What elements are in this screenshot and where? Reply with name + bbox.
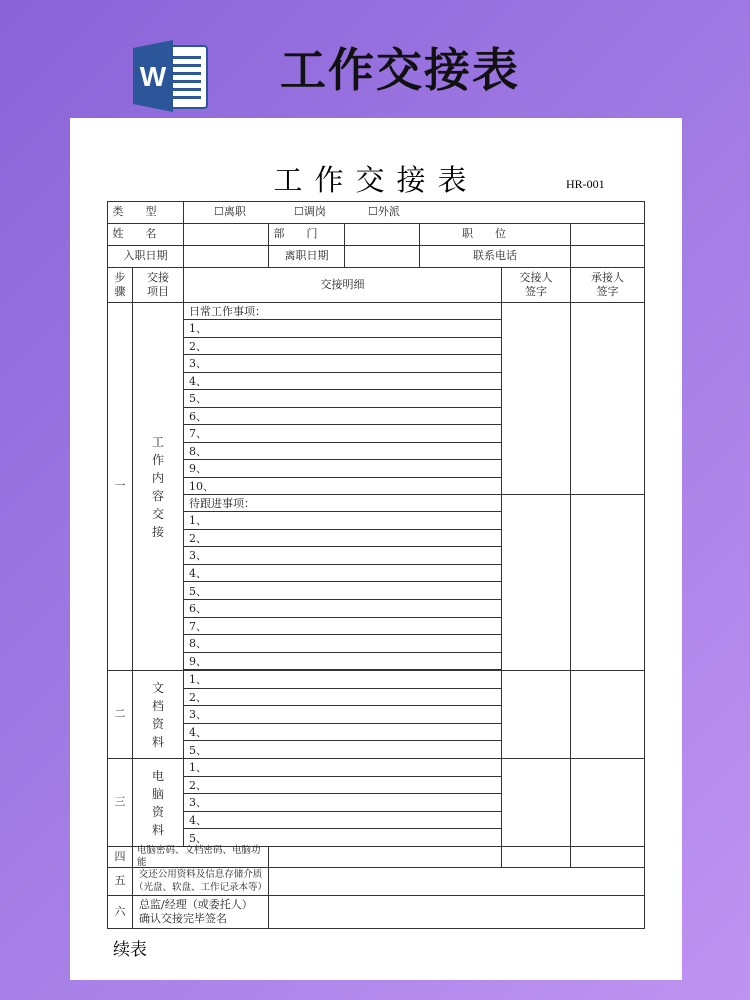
phone-value[interactable] (570, 245, 645, 268)
section-five-detail[interactable] (268, 867, 645, 896)
pc-line-2[interactable]: 2、 (183, 776, 502, 795)
daily-line-6[interactable]: 6、 (183, 407, 502, 426)
docs-receiver-sign[interactable] (570, 670, 645, 759)
pc-giver-sign[interactable] (501, 758, 571, 847)
position-label: 职位 (419, 223, 571, 246)
pc-line-5[interactable]: 5、 (183, 828, 502, 847)
section-two-num: 二 (107, 670, 133, 759)
daily-line-8[interactable]: 8、 (183, 442, 502, 461)
pending-line-2[interactable]: 2、 (183, 529, 502, 548)
svg-text:W: W (139, 61, 167, 92)
type-label: 类型 (107, 201, 184, 224)
docs-line-4[interactable]: 4、 (183, 723, 502, 742)
daily-line-1[interactable]: 1、 (183, 319, 502, 338)
section-three-num: 三 (107, 758, 133, 847)
option-transfer[interactable]: ☐调岗 (294, 205, 326, 219)
docs-giver-sign[interactable] (501, 670, 571, 759)
docs-line-5[interactable]: 5、 (183, 740, 502, 759)
section-five-item (132, 867, 269, 896)
docs-line-1[interactable]: 1、 (183, 670, 502, 689)
col-detail: 交接明细 (183, 267, 502, 303)
leave-date-label: 离职日期 (268, 245, 345, 268)
pending-line-1[interactable]: 1、 (183, 511, 502, 530)
pending-line-5[interactable]: 5、 (183, 581, 502, 600)
pending-title: 待跟进事项： (183, 494, 502, 512)
entry-date-value[interactable] (183, 245, 269, 268)
page-title: 工作交接表 (280, 43, 520, 97)
type-options (183, 201, 645, 224)
option-resign[interactable]: ☐离职 (214, 205, 246, 219)
dept-label: 部门 (268, 223, 345, 246)
docs-line-3[interactable]: 3、 (183, 705, 502, 724)
position-value[interactable] (570, 223, 645, 246)
section-six-item (132, 895, 269, 929)
daily-line-5[interactable]: 5、 (183, 389, 502, 408)
section-six-line1: 总监/经理（或委托人） (139, 897, 253, 911)
pending-line-3[interactable]: 3、 (183, 546, 502, 565)
section-four-receiver-sign[interactable] (570, 846, 645, 868)
leave-date-value[interactable] (344, 245, 420, 268)
section-five-line1: 交还公用资料及信息存储介质 (138, 869, 263, 881)
daily-line-10[interactable]: 10、 (183, 477, 502, 496)
col-item: 交接项目 (132, 267, 184, 303)
phone-label: 联系电话 (419, 245, 571, 268)
pc-line-1[interactable]: 1、 (183, 758, 502, 777)
section-five-num: 五 (107, 867, 133, 896)
word-icon (133, 40, 209, 112)
daily-line-2[interactable]: 2、 (183, 337, 502, 356)
section-three-item: 电脑资料 (132, 758, 184, 847)
section-six-line2: 确认交接完毕签名 (139, 912, 227, 925)
section-five-line2: （光盘、软盘、工作记录本等） (133, 881, 267, 893)
section-one-num: 一 (107, 302, 133, 671)
daily-line-7[interactable]: 7、 (183, 424, 502, 443)
entry-date-label: 入职日期 (107, 245, 184, 268)
section-two-item: 文档资料 (132, 670, 184, 759)
daily-line-4[interactable]: 4、 (183, 372, 502, 391)
dept-value[interactable] (344, 223, 420, 246)
pending-line-8[interactable]: 8、 (183, 634, 502, 653)
pending-line-9[interactable]: 9、 (183, 652, 502, 671)
document-code: HR-001 (566, 177, 605, 191)
continued-label: 续表 (113, 940, 147, 960)
name-label: 姓名 (107, 223, 184, 246)
pc-receiver-sign[interactable] (570, 758, 645, 847)
col-step: 步骤 (107, 267, 133, 303)
section-four-num: 四 (107, 846, 133, 868)
pending-line-4[interactable]: 4、 (183, 564, 502, 583)
section-six-signature[interactable] (268, 895, 645, 929)
option-secondment[interactable]: ☐外派 (368, 205, 400, 219)
document-page (70, 118, 682, 980)
col-receiver: 承接人签字 (570, 267, 645, 303)
section-six-num: 六 (107, 895, 133, 929)
pending-line-6[interactable]: 6、 (183, 599, 502, 618)
section-one-item: 工作内容交接 (132, 302, 184, 671)
daily-giver-sign[interactable] (501, 302, 571, 495)
section-four-item: 电脑密码、文档密码、电脑功能 (132, 846, 269, 868)
daily-line-9[interactable]: 9、 (183, 459, 502, 478)
daily-receiver-sign[interactable] (570, 302, 645, 495)
document-title: 工作交接表 (273, 163, 479, 197)
section-four-detail[interactable] (268, 846, 502, 868)
pc-line-4[interactable]: 4、 (183, 811, 502, 830)
pending-receiver-sign[interactable] (570, 494, 645, 671)
docs-line-2[interactable]: 2、 (183, 688, 502, 707)
pending-giver-sign[interactable] (501, 494, 571, 671)
name-value[interactable] (183, 223, 269, 246)
section-four-giver-sign[interactable] (501, 846, 571, 868)
pc-line-3[interactable]: 3、 (183, 793, 502, 812)
col-giver: 交接人签字 (501, 267, 571, 303)
daily-title: 日常工作事项： (183, 302, 502, 320)
daily-line-3[interactable]: 3、 (183, 354, 502, 373)
pending-line-7[interactable]: 7、 (183, 617, 502, 636)
